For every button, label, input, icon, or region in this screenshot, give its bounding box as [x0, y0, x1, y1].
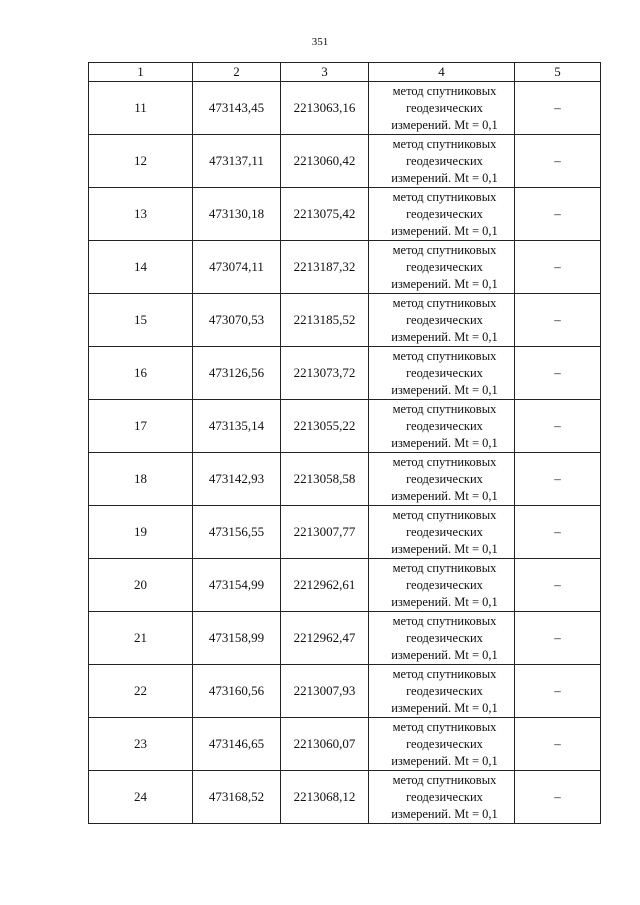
table-row [89, 665, 601, 718]
table-row [89, 294, 601, 347]
method-line-3: измерений. Mt = 0,1 [391, 541, 498, 556]
x-coordinate-cell: 473143,45 [193, 82, 281, 135]
method-line-3: измерений. Mt = 0,1 [391, 170, 498, 185]
note-cell: – [515, 718, 601, 771]
method-cell [369, 506, 515, 559]
method-line-2: геодезических [406, 524, 483, 539]
method-line-1: метод спутниковых [392, 83, 497, 98]
point-number-cell: 17 [89, 400, 193, 453]
y-coordinate-cell: 2213007,93 [281, 665, 369, 718]
method-cell [369, 612, 515, 665]
y-coordinate-cell: 2213073,72 [281, 347, 369, 400]
method-line-2: геодезических [406, 100, 483, 115]
y-coordinate-cell: 2213068,12 [281, 771, 369, 824]
note-cell: – [515, 82, 601, 135]
method-line-3: измерений. Mt = 0,1 [391, 117, 498, 132]
method-line-1: метод спутниковых [392, 401, 497, 416]
method-line-3: измерений. Mt = 0,1 [391, 806, 498, 821]
table-row [89, 771, 601, 824]
method-line-2: геодезических [406, 630, 483, 645]
header-cell-5: 5 [515, 63, 601, 82]
table-row [89, 347, 601, 400]
y-coordinate-cell: 2213187,32 [281, 241, 369, 294]
x-coordinate-cell: 473137,11 [193, 135, 281, 188]
x-coordinate-cell: 473154,99 [193, 559, 281, 612]
method-cell [369, 294, 515, 347]
y-coordinate-cell: 2213007,77 [281, 506, 369, 559]
point-number-cell: 14 [89, 241, 193, 294]
method-cell [369, 718, 515, 771]
x-coordinate-cell: 473130,18 [193, 188, 281, 241]
method-line-1: метод спутниковых [392, 613, 497, 628]
method-cell [369, 241, 515, 294]
method-cell [369, 559, 515, 612]
method-line-3: измерений. Mt = 0,1 [391, 594, 498, 609]
x-coordinate-cell: 473070,53 [193, 294, 281, 347]
note-cell: – [515, 453, 601, 506]
method-line-1: метод спутниковых [392, 560, 497, 575]
x-coordinate-cell: 473160,56 [193, 665, 281, 718]
header-cell-3: 3 [281, 63, 369, 82]
table-row [89, 400, 601, 453]
method-line-1: метод спутниковых [392, 772, 497, 787]
method-line-1: метод спутниковых [392, 666, 497, 681]
note-cell: – [515, 241, 601, 294]
x-coordinate-cell: 473158,99 [193, 612, 281, 665]
method-line-2: геодезических [406, 153, 483, 168]
note-cell: – [515, 135, 601, 188]
table-header-row [89, 63, 601, 82]
table-row [89, 453, 601, 506]
method-line-2: геодезических [406, 683, 483, 698]
y-coordinate-cell: 2212962,47 [281, 612, 369, 665]
note-cell: – [515, 559, 601, 612]
method-line-2: геодезических [406, 736, 483, 751]
method-line-1: метод спутниковых [392, 295, 497, 310]
table-row [89, 241, 601, 294]
method-line-3: измерений. Mt = 0,1 [391, 700, 498, 715]
coordinates-table [88, 62, 601, 824]
method-cell [369, 347, 515, 400]
table-row [89, 559, 601, 612]
point-number-cell: 19 [89, 506, 193, 559]
method-line-1: метод спутниковых [392, 348, 497, 363]
y-coordinate-cell: 2213060,07 [281, 718, 369, 771]
point-number-cell: 22 [89, 665, 193, 718]
point-number-cell: 23 [89, 718, 193, 771]
method-line-3: измерений. Mt = 0,1 [391, 488, 498, 503]
table-row [89, 188, 601, 241]
header-cell-1: 1 [89, 63, 193, 82]
note-cell: – [515, 771, 601, 824]
y-coordinate-cell: 2213063,16 [281, 82, 369, 135]
x-coordinate-cell: 473126,56 [193, 347, 281, 400]
x-coordinate-cell: 473135,14 [193, 400, 281, 453]
point-number-cell: 18 [89, 453, 193, 506]
y-coordinate-cell: 2213060,42 [281, 135, 369, 188]
point-number-cell: 16 [89, 347, 193, 400]
table-row [89, 82, 601, 135]
x-coordinate-cell: 473156,55 [193, 506, 281, 559]
note-cell: – [515, 400, 601, 453]
table-body [89, 82, 601, 824]
note-cell: – [515, 347, 601, 400]
table-row [89, 612, 601, 665]
table-row [89, 718, 601, 771]
note-cell: – [515, 188, 601, 241]
header-cell-4: 4 [369, 63, 515, 82]
method-line-3: измерений. Mt = 0,1 [391, 223, 498, 238]
y-coordinate-cell: 2213058,58 [281, 453, 369, 506]
method-cell [369, 771, 515, 824]
point-number-cell: 11 [89, 82, 193, 135]
y-coordinate-cell: 2213055,22 [281, 400, 369, 453]
method-line-2: геодезических [406, 312, 483, 327]
method-cell [369, 188, 515, 241]
point-number-cell: 21 [89, 612, 193, 665]
x-coordinate-cell: 473168,52 [193, 771, 281, 824]
method-line-1: метод спутниковых [392, 454, 497, 469]
point-number-cell: 24 [89, 771, 193, 824]
page-number: 351 [311, 36, 329, 48]
x-coordinate-cell: 473074,11 [193, 241, 281, 294]
method-cell [369, 135, 515, 188]
note-cell: – [515, 665, 601, 718]
point-number-cell: 12 [89, 135, 193, 188]
method-line-2: геодезических [406, 365, 483, 380]
note-cell: – [515, 506, 601, 559]
method-line-1: метод спутниковых [392, 189, 497, 204]
method-line-3: измерений. Mt = 0,1 [391, 382, 498, 397]
method-line-2: геодезических [406, 418, 483, 433]
table-row [89, 135, 601, 188]
y-coordinate-cell: 2213185,52 [281, 294, 369, 347]
method-line-2: геодезических [406, 206, 483, 221]
method-line-3: измерений. Mt = 0,1 [391, 753, 498, 768]
header-cell-2: 2 [193, 63, 281, 82]
method-line-2: геодезических [406, 789, 483, 804]
method-line-3: измерений. Mt = 0,1 [391, 329, 498, 344]
method-cell [369, 453, 515, 506]
note-cell: – [515, 612, 601, 665]
point-number-cell: 20 [89, 559, 193, 612]
x-coordinate-cell: 473142,93 [193, 453, 281, 506]
method-cell [369, 665, 515, 718]
method-line-2: геодезических [406, 577, 483, 592]
method-line-3: измерений. Mt = 0,1 [391, 276, 498, 291]
x-coordinate-cell: 473146,65 [193, 718, 281, 771]
method-line-2: геодезических [406, 259, 483, 274]
y-coordinate-cell: 2213075,42 [281, 188, 369, 241]
y-coordinate-cell: 2212962,61 [281, 559, 369, 612]
point-number-cell: 13 [89, 188, 193, 241]
method-line-1: метод спутниковых [392, 136, 497, 151]
method-line-1: метод спутниковых [392, 507, 497, 522]
method-line-1: метод спутниковых [392, 719, 497, 734]
method-line-3: измерений. Mt = 0,1 [391, 647, 498, 662]
method-line-1: метод спутниковых [392, 242, 497, 257]
method-cell [369, 400, 515, 453]
note-cell: – [515, 294, 601, 347]
point-number-cell: 15 [89, 294, 193, 347]
method-line-3: измерений. Mt = 0,1 [391, 435, 498, 450]
method-cell [369, 82, 515, 135]
table-row [89, 506, 601, 559]
method-line-2: геодезических [406, 471, 483, 486]
